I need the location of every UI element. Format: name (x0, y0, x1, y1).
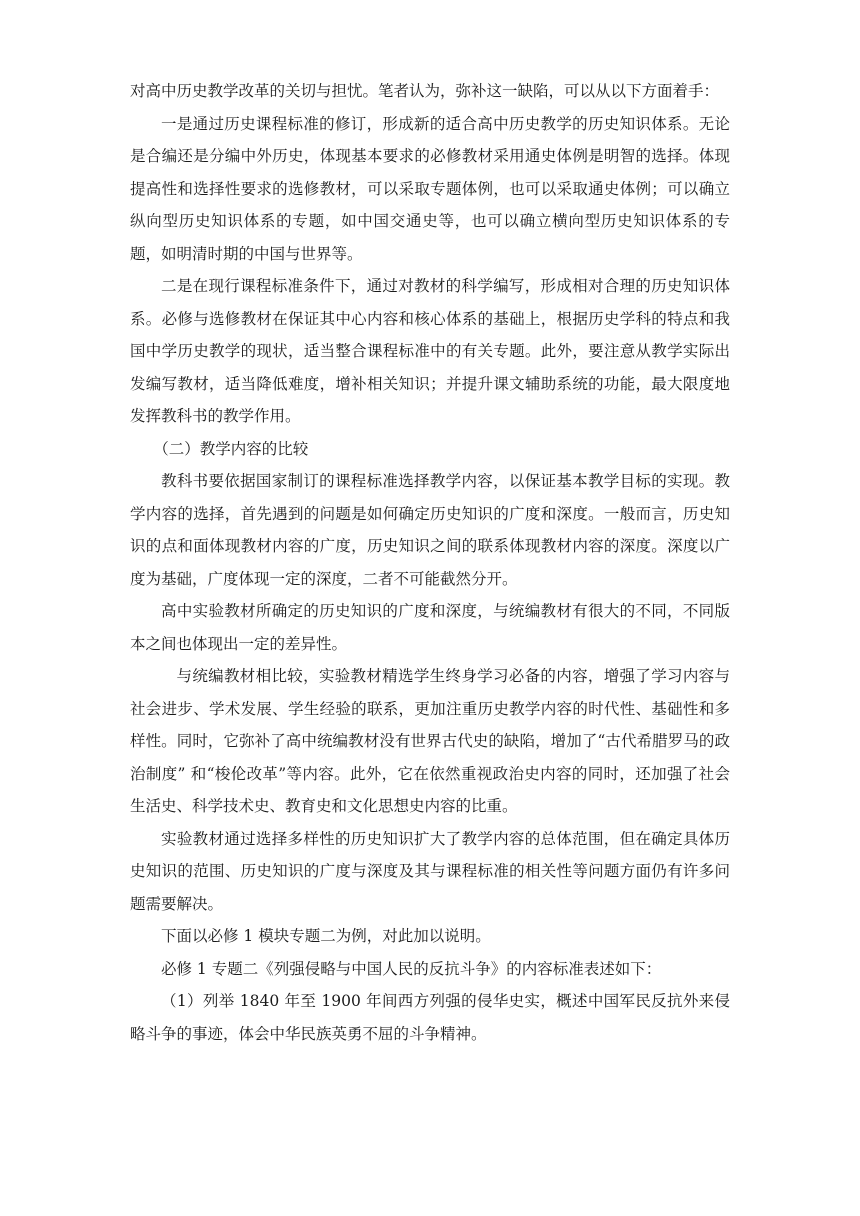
paragraph-point-one: 一是通过历史课程标准的修订，形成新的适合高中历史教学的历史知识体系。无论是合编还是分编中外历史，体现基本要求的必修教材采用通史体例是明智的选择。体现提高性和选择性要求的选修教材，可以采取专题体例，也可以采取通史体例；可以确立纵向型历史知识体系的专题，如中国交通史等，也可以确立横向型历史知识体系的专题，如明清时期的中国与世界等。 (130, 114, 730, 263)
paragraph-breadth-depth: 高中实验教材所确定的历史知识的广度和深度，与统编教材有很大的不同，不同版本之间也体现出一定的差异性。 (130, 602, 730, 653)
paragraph-comparison: 与统编教材相比较，实验教材精选学生终身学习必备的内容，增强了学习内容与社会进步、学术发展、学生经验的联系，更加注重历史教学内容的时代性、基础性和多样性。同时，它弥补了高中统编教材没有世界古代史的缺陷，增加了“古代希腊罗马的政治制度” 和“梭伦改革”等内容。此外，它在依然重视政治史内容的同时，还加强了社会生活史、科学技术史、教育史和文化思想史内容的比重。 (130, 667, 730, 815)
paragraph-example-intro: 下面以必修 1 模块专题二为例，对此加以说明。 (161, 927, 491, 945)
paragraph-standard-intro: 必修 1 专题二《列强侵略与中国人民的反抗斗争》的内容标准表述如下： (161, 959, 662, 978)
paragraph-content-selection: 教科书要依据国家制订的课程标准选择教学内容，以保证基本教学目标的实现。教学内容的选择，首先遇到的问题是如何确定历史知识的广度和深度。一般而言，历史知识的点和面体现教材内容的广度，历史知识之间的联系体现教材内容的深度。深度以广度为基础，广度体现一定的深度，二者不可能截然分开。 (130, 472, 730, 588)
paragraph-standard-item-1: （1）列举 1840 年至 1900 年间西方列强的侵华史实，概述中国军民反抗外来侵略斗争的事迹，体会中华民族英勇不屈的斗争精神。 (130, 992, 730, 1043)
paragraph-continuation: 对高中历史教学改革的关切与担忧。笔者认为，弥补这一缺陷，可以从以下方面着手： (130, 82, 720, 100)
section-heading-teaching-content: （二）教学内容的比较 (153, 439, 309, 458)
document-body (130, 75, 730, 1050)
paragraph-scope: 实验教材通过选择多样性的历史知识扩大了教学内容的总体范围，但在确定具体历史知识的范围、历史知识的广度与深度及其与课程标准的相关性等问题方面仍有许多问题需要解决。 (130, 829, 730, 913)
paragraph-point-two: 二是在现行课程标准条件下，通过对教材的科学编写，形成相对合理的历史知识体系。必修与选修教材在保证其中心内容和核心体系的基础上，根据历史学科的特点和我国中学历史教学的现状，适当整合课程标准中的有关专题。此外，要注意从教学实际出发编写教材，适当降低难度，增补相关知识；并提升课文辅助系统的功能，最大限度地发挥教科书的教学作用。 (130, 277, 730, 425)
